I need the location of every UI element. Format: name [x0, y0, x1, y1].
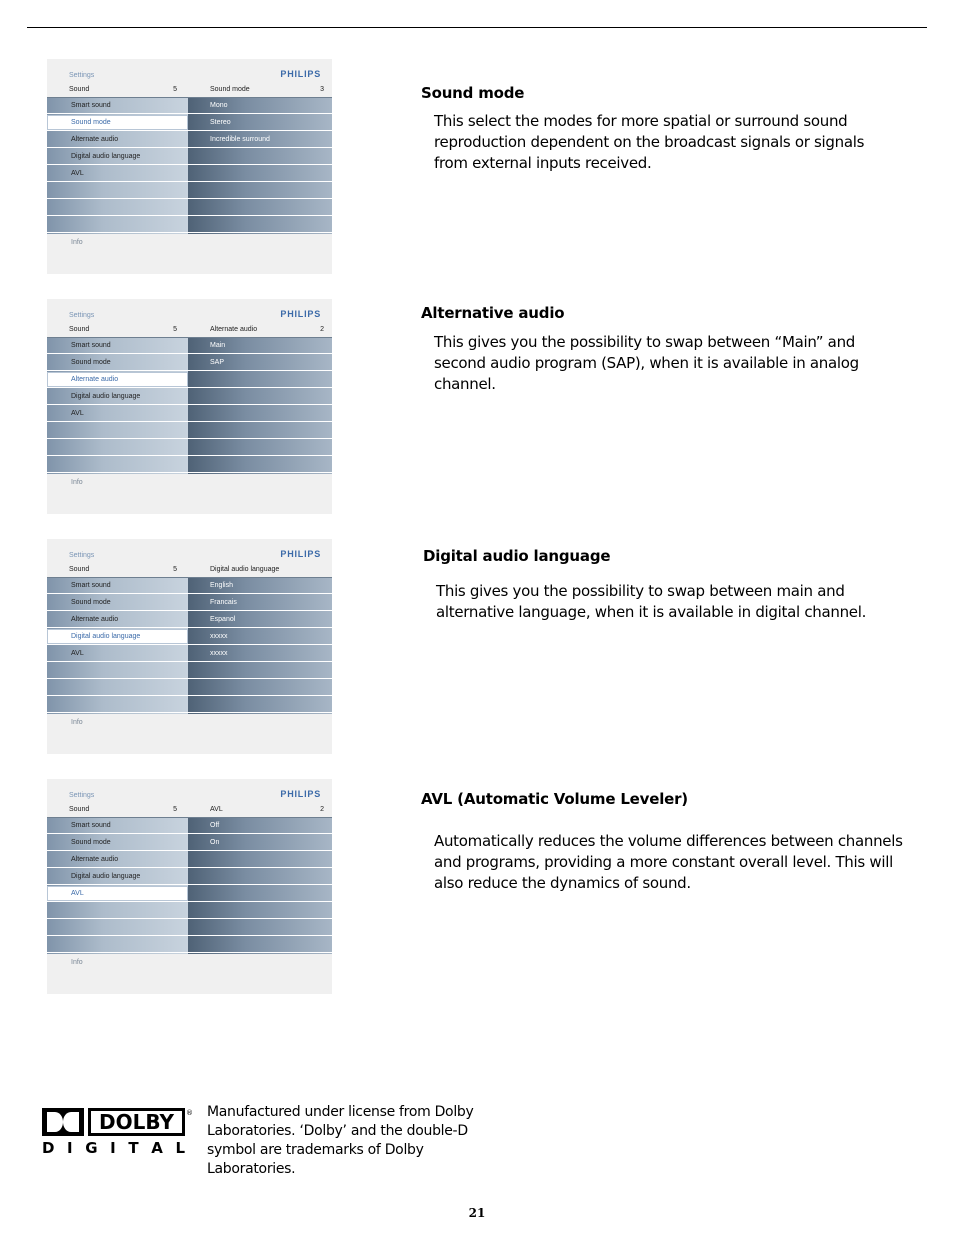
philips-logo: PHILIPS [280, 69, 321, 79]
menu-item[interactable] [47, 372, 188, 388]
right-header-count: 3 [320, 86, 324, 93]
menu-item[interactable] [47, 886, 188, 902]
menu-title: Settings [69, 792, 95, 799]
option-item-label: Stereo [210, 119, 231, 126]
menu-item[interactable] [47, 132, 188, 148]
left-menu-header [47, 322, 188, 338]
info-label: Info [71, 239, 83, 246]
menu-item[interactable] [47, 663, 188, 679]
right-header-label: AVL [210, 806, 223, 813]
left-menu-list [47, 818, 188, 954]
menu-item[interactable] [47, 440, 188, 456]
menu-item-label: Sound mode [71, 119, 111, 126]
left-header-label: Sound [69, 806, 90, 813]
option-item[interactable] [188, 372, 332, 388]
menu-item[interactable] [47, 629, 188, 645]
option-item[interactable] [188, 886, 332, 902]
menu-item[interactable] [47, 937, 188, 953]
left-header-count: 5 [173, 326, 177, 333]
menu-item-label: Alternate audio [71, 136, 119, 143]
menu-item[interactable] [47, 903, 188, 919]
menu-item-label: Digital audio language [71, 393, 141, 400]
right-header-label: Alternate audio [210, 326, 258, 333]
menu-item-label: Alternate audio [71, 376, 119, 383]
menu-item-label: Alternate audio [71, 856, 119, 863]
menu-screenshot-avl [47, 779, 332, 994]
option-item-label: Mono [210, 102, 228, 109]
right-menu-list [188, 578, 332, 714]
menu-item-label: AVL [71, 170, 84, 177]
option-item-label: Main [210, 342, 226, 349]
menu-item-label: AVL [71, 650, 84, 657]
right-menu-list [188, 818, 332, 954]
section-heading-sound-mode: Sound mode [421, 84, 525, 102]
menu-item-label: Smart sound [71, 342, 111, 349]
option-item[interactable] [188, 629, 332, 645]
left-menu-list [47, 98, 188, 234]
left-header-label: Sound [69, 86, 90, 93]
option-item-label: On [210, 839, 220, 846]
option-item[interactable] [188, 818, 332, 834]
menu-item[interactable] [47, 595, 188, 611]
option-item[interactable] [188, 663, 332, 679]
section-heading-digital-audio-language: Digital audio language [423, 547, 611, 565]
menu-screenshot-sound-mode [47, 59, 332, 274]
registered-mark: ® [186, 1109, 193, 1117]
section-text-avl: Automatically reduces the volume differences between channels and programs, providing a more constant overall level. This will also reduce the dynamics of sound. [434, 832, 903, 892]
menu-item-label: AVL [71, 890, 84, 897]
option-item[interactable] [188, 697, 332, 713]
dolby-license-note: Manufactured under license from Dolby Laboratories. ‘Dolby’ and the double-D symbol are trademarks of Dolby Laboratories. [207, 1104, 474, 1177]
info-label: Info [71, 959, 83, 966]
menu-item[interactable] [47, 646, 188, 662]
menu-item[interactable] [47, 115, 188, 131]
menu-item-label: AVL [71, 410, 84, 417]
menu-item-label: Alternate audio [71, 616, 119, 623]
option-item[interactable] [188, 869, 332, 885]
option-item[interactable] [188, 440, 332, 456]
option-item-label: Francais [210, 599, 237, 606]
right-header-count: 2 [320, 326, 324, 333]
dolby-word: DOLBY [99, 1110, 174, 1134]
option-item-label: Off [210, 822, 220, 829]
option-item[interactable] [188, 680, 332, 696]
menu-item[interactable] [47, 457, 188, 473]
option-item[interactable] [188, 132, 332, 148]
top-rule [27, 27, 927, 28]
right-menu-list [188, 98, 332, 234]
option-item[interactable] [188, 98, 332, 114]
dolby-digital-logo [41, 1106, 193, 1157]
section-heading-alternative-audio: Alternative audio [421, 304, 565, 322]
option-item-label: English [210, 582, 233, 589]
option-item-label: xxxxx [210, 633, 228, 640]
menu-item-label: Digital audio language [71, 873, 141, 880]
section-text-digital-audio-language: This gives you the possibility to swap between main and alternative language, when it is available in digital channel. [436, 582, 867, 621]
menu-item[interactable] [47, 355, 188, 371]
left-header-label: Sound [69, 566, 90, 573]
left-header-count: 5 [173, 86, 177, 93]
option-item[interactable] [188, 338, 332, 354]
menu-item[interactable] [47, 697, 188, 713]
menu-item[interactable] [47, 389, 188, 405]
philips-logo: PHILIPS [280, 309, 321, 319]
left-menu-list [47, 338, 188, 474]
section-heading-avl: AVL (Automatic Volume Leveler) [421, 790, 688, 808]
left-header-label: Sound [69, 326, 90, 333]
section-text-sound-mode: This select the modes for more spatial or surround sound reproduction dependent on the broadcast signals or signals from external inputs received. [434, 112, 865, 172]
option-item[interactable] [188, 149, 332, 165]
right-header-count: 2 [320, 806, 324, 813]
menu-item[interactable] [47, 920, 188, 936]
menu-item[interactable] [47, 338, 188, 354]
philips-logo: PHILIPS [280, 549, 321, 559]
left-menu-header [47, 82, 188, 98]
menu-item[interactable] [47, 149, 188, 165]
option-item[interactable] [188, 457, 332, 473]
option-item[interactable] [188, 646, 332, 662]
menu-item[interactable] [47, 818, 188, 834]
option-item[interactable] [188, 200, 332, 216]
menu-title: Settings [69, 72, 95, 79]
option-item-label: xxxxx [210, 650, 228, 657]
menu-item[interactable] [47, 183, 188, 199]
menu-item[interactable] [47, 612, 188, 628]
option-item[interactable] [188, 595, 332, 611]
right-menu-header [188, 322, 332, 338]
option-item[interactable] [188, 578, 332, 594]
right-menu-header [188, 562, 332, 578]
menu-item[interactable] [47, 406, 188, 422]
right-header-label: Digital audio language [210, 566, 280, 573]
menu-item[interactable] [47, 835, 188, 851]
option-item[interactable] [188, 920, 332, 936]
option-item[interactable] [188, 406, 332, 422]
menu-title: Settings [69, 312, 95, 319]
option-item[interactable] [188, 937, 332, 953]
menu-item[interactable] [47, 578, 188, 594]
menu-item[interactable] [47, 166, 188, 182]
left-menu-list [47, 578, 188, 714]
option-item-label: Espanol [210, 616, 236, 623]
menu-item[interactable] [47, 200, 188, 216]
menu-item-label: Smart sound [71, 822, 111, 829]
menu-item[interactable] [47, 423, 188, 439]
menu-screenshot-alternate-audio [47, 299, 332, 514]
option-item-label: Incredible surround [210, 136, 270, 143]
menu-item[interactable] [47, 869, 188, 885]
option-item[interactable] [188, 115, 332, 131]
menu-item-label: Sound mode [71, 839, 111, 846]
philips-logo: PHILIPS [280, 789, 321, 799]
option-item[interactable] [188, 852, 332, 868]
menu-item[interactable] [47, 98, 188, 114]
option-item[interactable] [188, 389, 332, 405]
option-item[interactable] [188, 423, 332, 439]
menu-screenshot-digital-audio-language [47, 539, 332, 754]
right-menu-header [188, 802, 332, 818]
menu-item[interactable] [47, 680, 188, 696]
menu-title: Settings [69, 552, 95, 559]
option-item[interactable] [188, 355, 332, 371]
option-item[interactable] [188, 166, 332, 182]
section-text-alternative-audio: This gives you the possibility to swap between “Main” and second audio program (SAP), when it is available in analog channel. [434, 333, 859, 393]
option-item[interactable] [188, 903, 332, 919]
option-item[interactable] [188, 217, 332, 233]
option-item[interactable] [188, 183, 332, 199]
dolby-digital-word: D I G I T A L [42, 1139, 185, 1157]
option-item[interactable] [188, 612, 332, 628]
page-number: 21 [468, 1206, 486, 1220]
right-header-label: Sound mode [210, 86, 250, 93]
menu-item-label: Smart sound [71, 582, 111, 589]
option-item[interactable] [188, 835, 332, 851]
option-item-label: SAP [210, 359, 225, 366]
left-menu-header [47, 802, 188, 818]
menu-item-label: Sound mode [71, 359, 111, 366]
left-header-count: 5 [173, 806, 177, 813]
left-header-count: 5 [173, 566, 177, 573]
right-menu-header [188, 82, 332, 98]
menu-item-label: Sound mode [71, 599, 111, 606]
menu-item[interactable] [47, 217, 188, 233]
menu-item[interactable] [47, 852, 188, 868]
menu-item-label: Smart sound [71, 102, 111, 109]
right-menu-list [188, 338, 332, 474]
menu-item-label: Digital audio language [71, 153, 141, 160]
menu-item-label: Digital audio language [71, 633, 141, 640]
left-menu-header [47, 562, 188, 578]
info-label: Info [71, 479, 83, 486]
info-label: Info [71, 719, 83, 726]
